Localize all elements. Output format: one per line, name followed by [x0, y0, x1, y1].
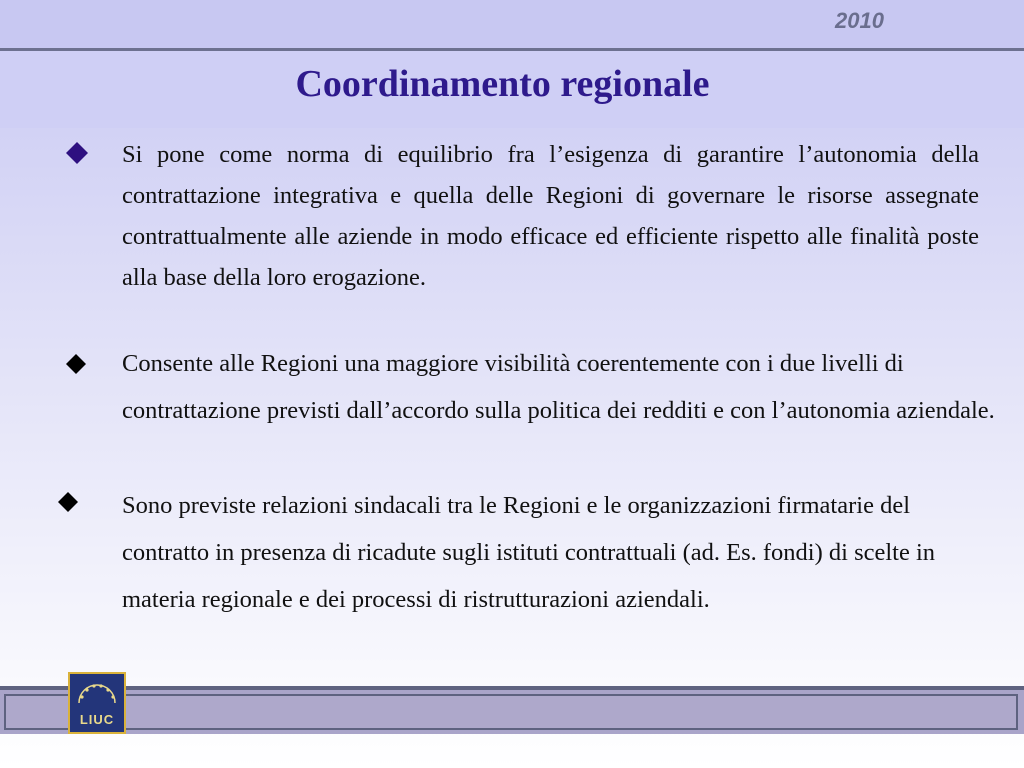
logo-stars-icon [76, 679, 118, 705]
bullet-text: Consente alle Regioni una maggiore visibilità coerentemente con i due livelli di contrattazione previsti dall’accordo sulla politica dei redditi e con l’autonomia aziendale. [122, 350, 995, 424]
logo-text: LIUC [79, 712, 115, 727]
bullet-text: Si pone come norma di equilibrio fra l’esigenza di garantire l’autonomia della contrattazione integrativa e quella delle Regioni di governare le risorse assegnate contrattualmente alle aziende in modo efficace ed efficiente rispetto alle finalità poste alla base della loro erogazione. [122, 141, 979, 291]
diamond-bullet-icon [58, 492, 80, 514]
liuc-logo [68, 672, 126, 734]
slide-title: Coordinamento regionale [295, 63, 710, 105]
year-label: 2010 [835, 8, 884, 33]
bullet-text: Sono previste relazioni sindacali tra le Regioni e le organizzazioni firmatarie del contratto in presenza di ricadute sugli istituti contrattuali (ad. Es. fondi) di scelte in materia regionale e dei processi di ristrutturazioni aziendali. [122, 492, 936, 613]
diamond-bullet-icon [66, 354, 88, 376]
footer-frame [4, 694, 1018, 730]
diamond-bullet-icon [66, 142, 88, 164]
